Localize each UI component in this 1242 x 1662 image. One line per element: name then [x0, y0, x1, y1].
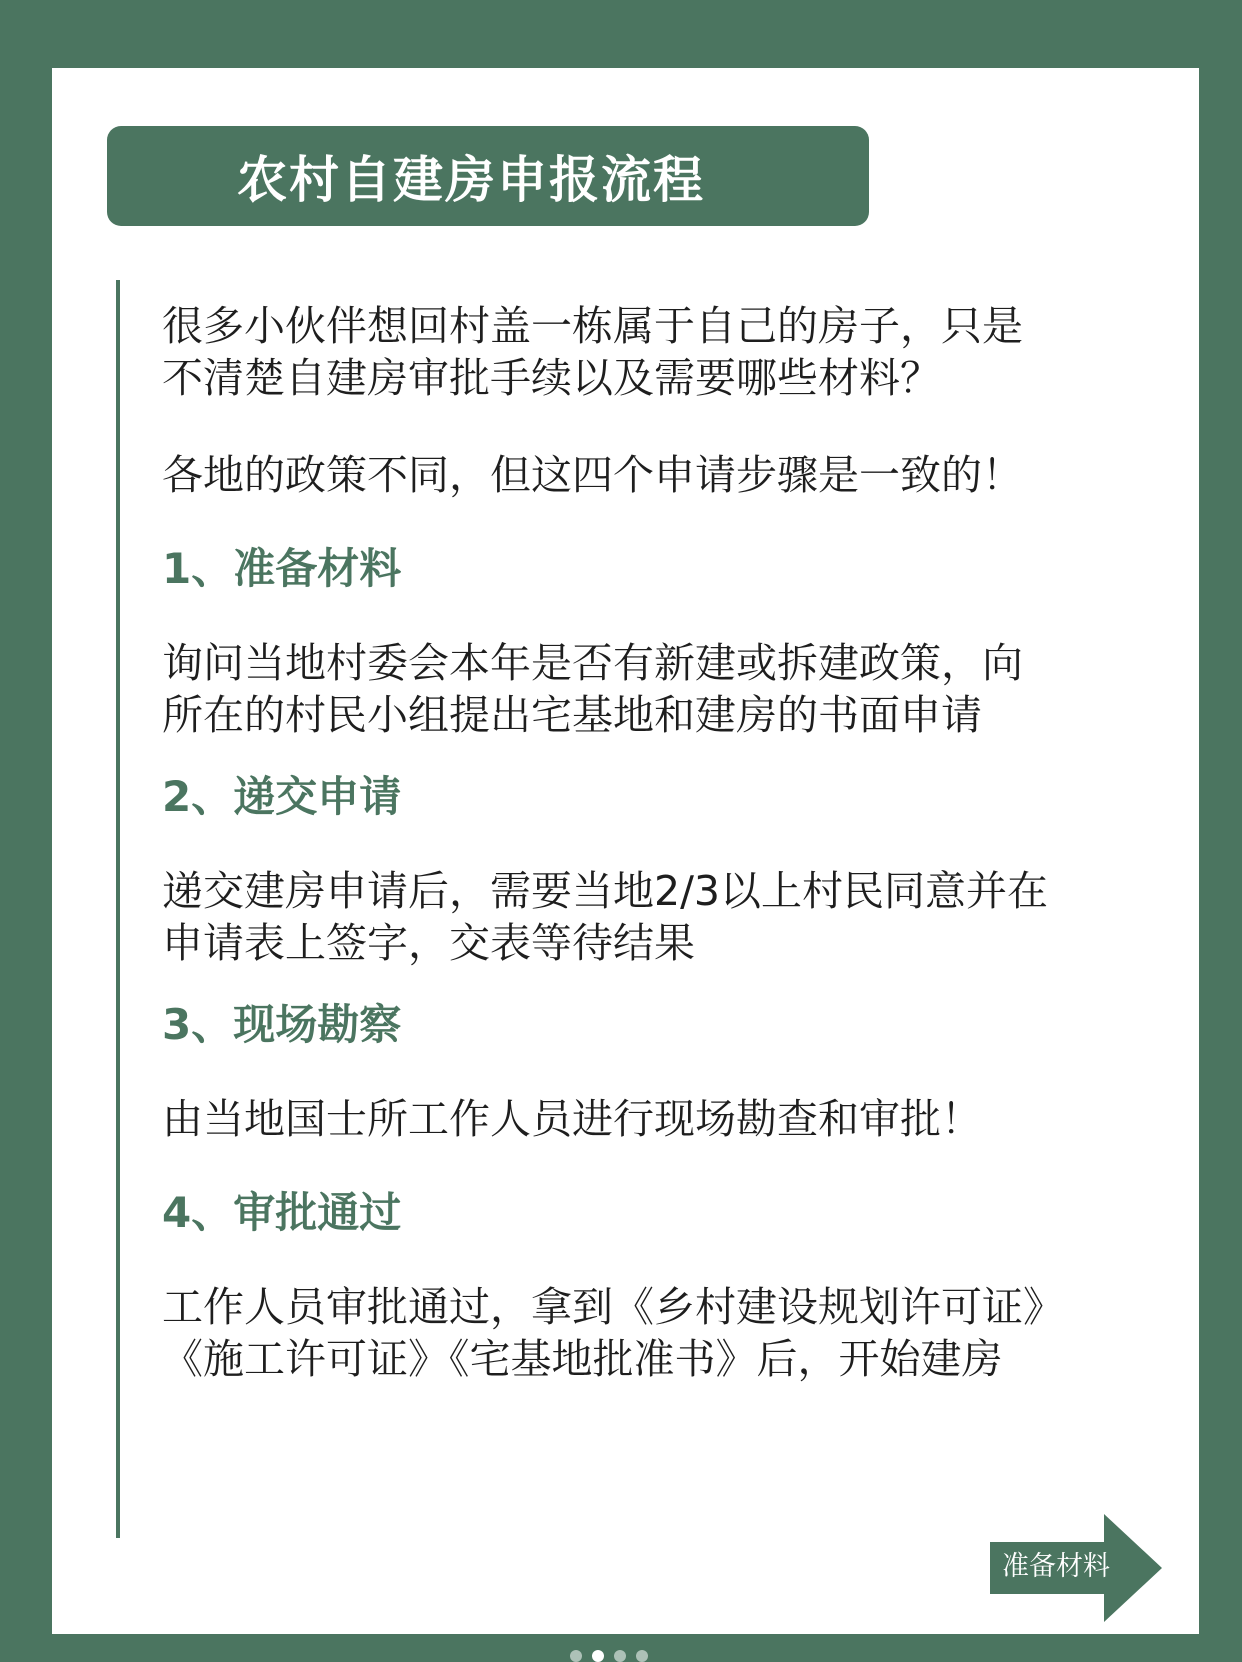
page-dot[interactable]: [570, 1650, 582, 1662]
left-accent-line: [116, 280, 120, 1538]
page-dot-active[interactable]: [592, 1650, 604, 1662]
intro-line: 很多小伙伴想回村盖一栋属于自己的房子，只是: [162, 302, 1023, 350]
step-title: 3、现场勘察: [162, 1000, 402, 1049]
page-dot[interactable]: [636, 1650, 648, 1662]
next-step-button[interactable]: [990, 1514, 1162, 1622]
step-title: 2、递交申请: [162, 772, 402, 821]
step-text: 所在的村民小组提出宅基地和建房的书面申请: [162, 691, 982, 739]
intro-summary: 各地的政策不同，但这四个申请步骤是一致的！: [162, 451, 1023, 499]
page-title: 农村自建房申报流程: [237, 151, 705, 209]
step-text: 由当地国士所工作人员进行现场勘查和审批！: [162, 1095, 982, 1143]
intro-line: 不清楚自建房审批手续以及需要哪些材料？: [162, 354, 941, 402]
article-body: [162, 300, 1152, 1385]
step-text: 申请表上签字，交表等待结果: [162, 919, 695, 967]
step-text: 询问当地村委会本年是否有新建或拆建政策，向: [162, 639, 1023, 687]
next-step-label: 准备材料: [1002, 1551, 1110, 1582]
title-banner: [107, 126, 869, 226]
step-text: 递交建房申请后，需要当地2/3以上村民同意并在: [162, 867, 1048, 915]
page-dot[interactable]: [614, 1650, 626, 1662]
content-card: [52, 68, 1199, 1634]
step-text: 工作人员审批通过，拿到《乡村建设规划许可证》: [162, 1283, 1064, 1331]
step-title: 4、审批通过: [162, 1188, 402, 1237]
step-text: 《施工许可证》《宅基地批准书》后，开始建房: [162, 1335, 1003, 1383]
page-indicator: [570, 1650, 648, 1662]
step-title: 1、准备材料: [162, 544, 402, 593]
